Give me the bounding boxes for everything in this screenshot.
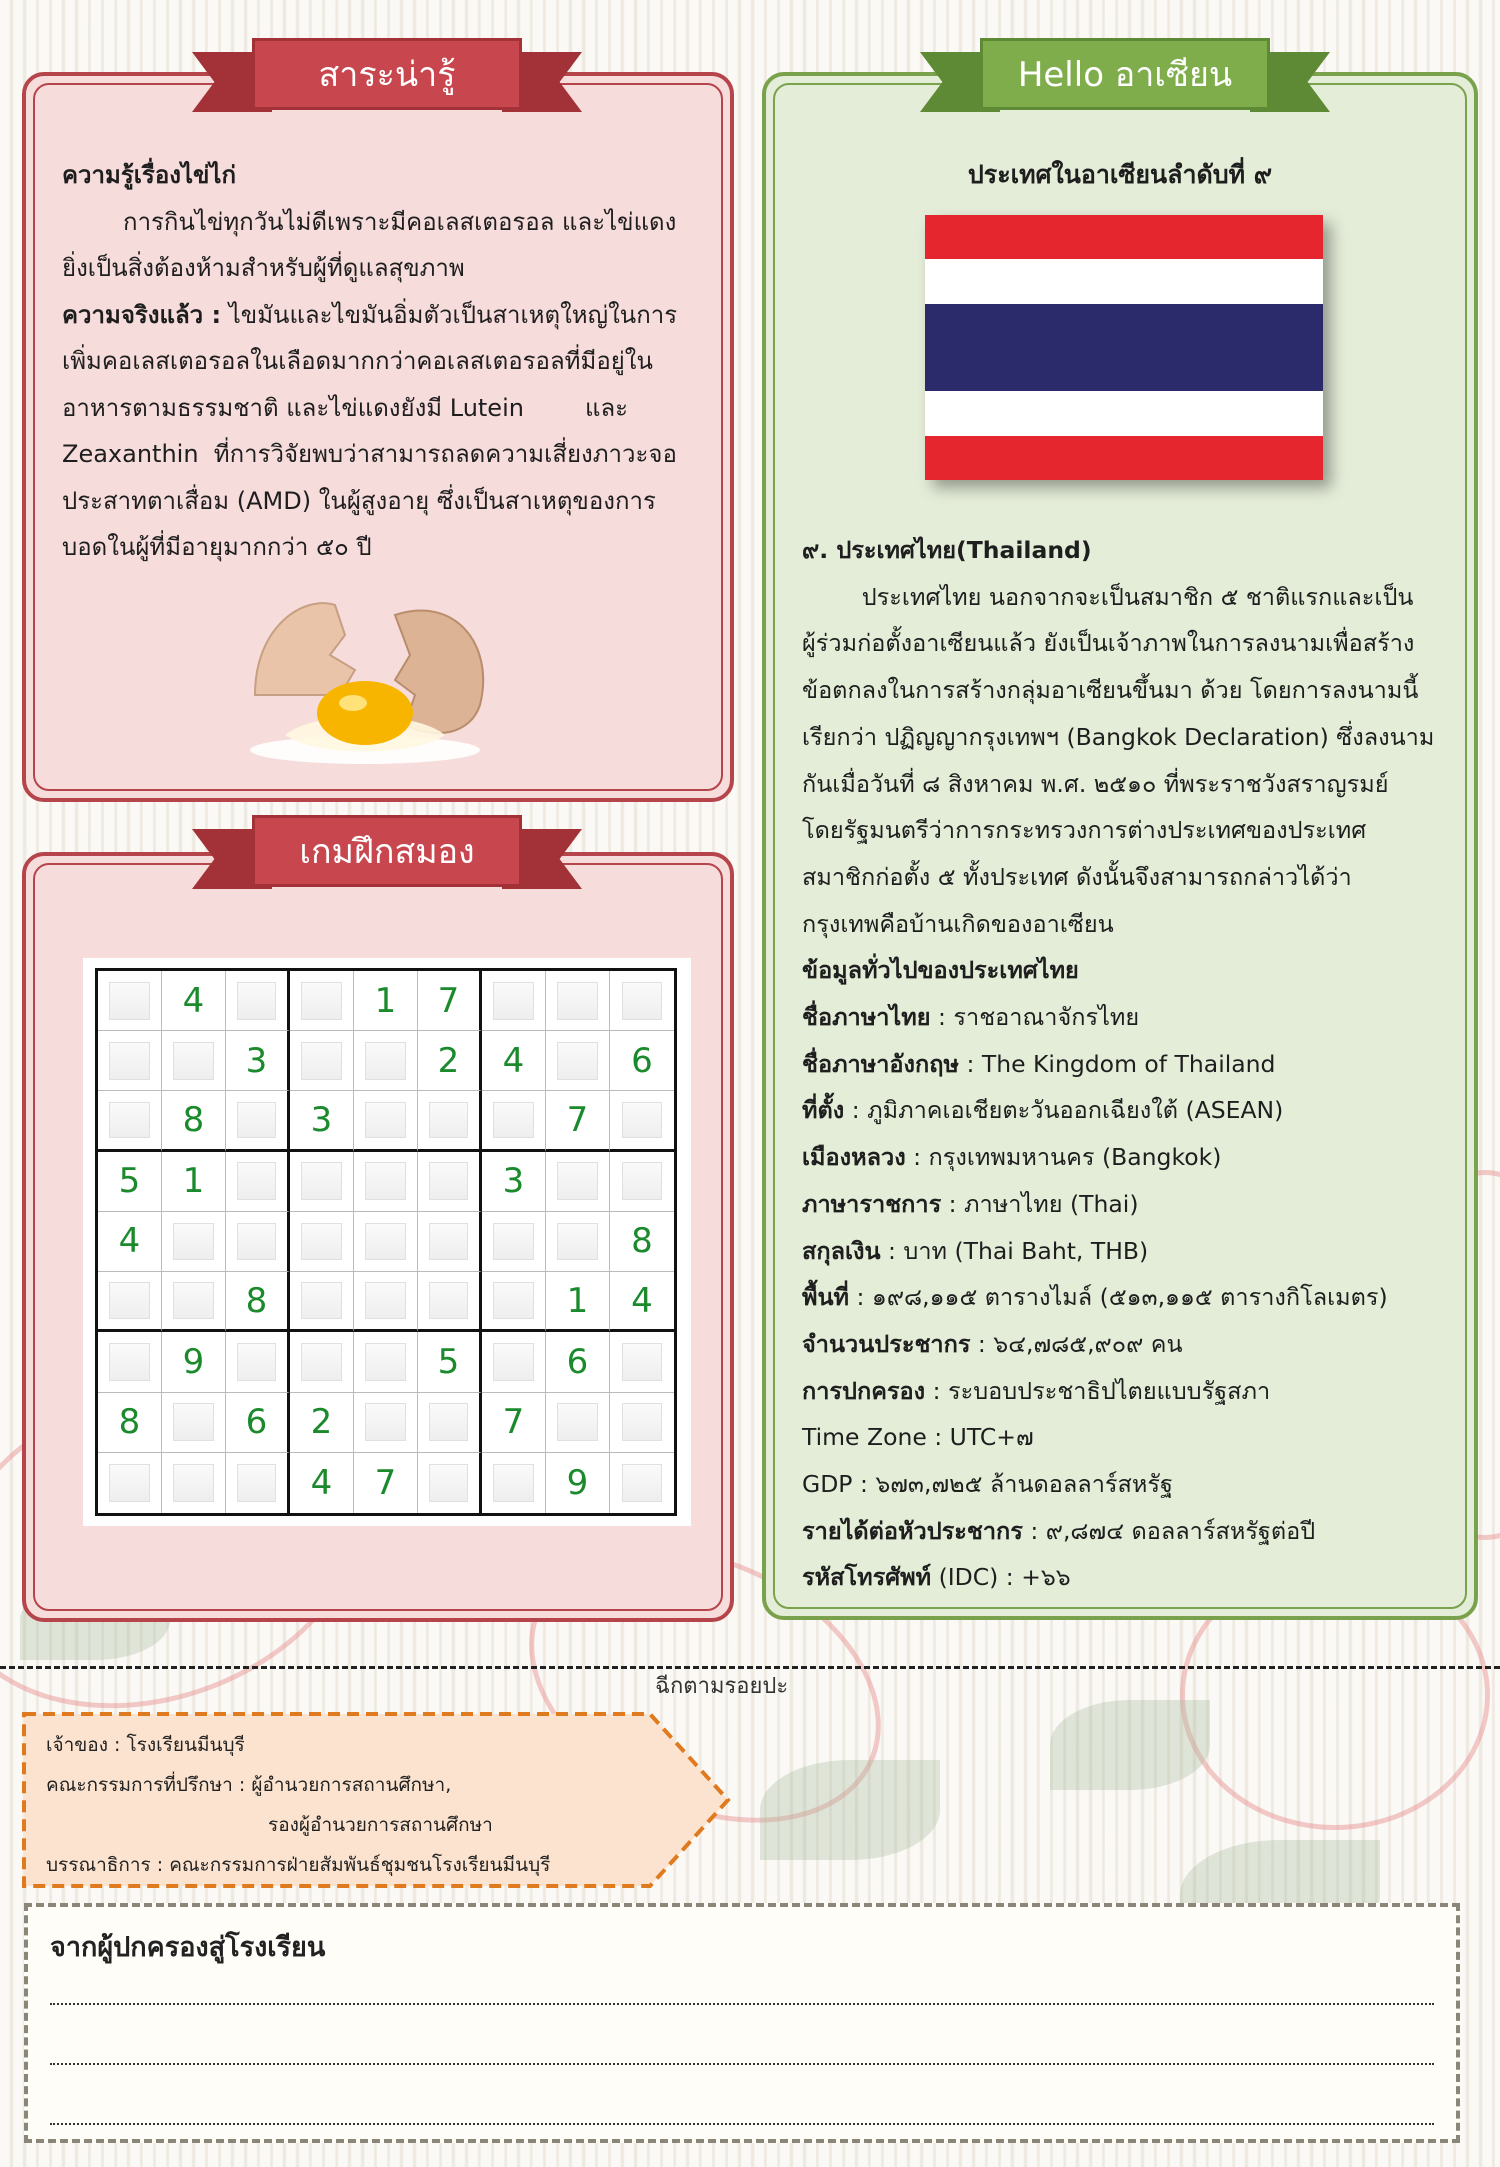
country-line: กรุงเทพคือบ้านเกิดของอาเซียน — [802, 909, 1114, 938]
sudoku-cell[interactable]: 6 — [610, 1031, 674, 1091]
country-fact — [802, 994, 1452, 1041]
country-line: เรียกว่า ปฏิญญากรุงเทพฯ (Bangkok Declaration) ซึ่งลงนาม — [802, 722, 1435, 751]
sudoku-cell[interactable]: 9 — [546, 1453, 610, 1513]
country-facts — [802, 994, 1452, 1601]
fact-value: Time Zone : UTC+๗ — [802, 1423, 1034, 1452]
fact-line: บอดในผู้ที่มีอายุมากกว่า ๕๐ ปี — [62, 533, 372, 561]
sudoku-cell[interactable] — [162, 1453, 226, 1513]
cut-label: ฉีกตามรอยปะ — [655, 1674, 789, 1699]
fact-value: : ๑๙๘,๑๑๕ ตารางไมล์ (๕๑๓,๑๑๕ ตารางกิโลเมตร) — [849, 1283, 1388, 1312]
sudoku-cell[interactable]: 8 — [162, 1091, 226, 1151]
brain-game-ribbon — [192, 815, 582, 897]
fact-line: เพิ่มคอเลสเตอรอลในเลือดมากกว่าคอเลสเตอรอลที่มีอยู่ใน — [62, 347, 653, 375]
sudoku-cell[interactable] — [546, 1031, 610, 1091]
fact-label: ชื่อภาษาอังกฤษ — [802, 1049, 959, 1078]
sudoku-cell[interactable]: 4 — [610, 1272, 674, 1332]
country-fact — [802, 1554, 1452, 1601]
country-line: ผู้ร่วมก่อตั้งอาเซียนแล้ว ยังเป็นเจ้าภาพในการลงนามเพื่อสร้าง — [802, 629, 1415, 658]
fact-label: สกุลเงิน — [802, 1236, 881, 1265]
country-fact — [802, 1508, 1452, 1555]
sudoku-cell[interactable]: 2 — [290, 1393, 354, 1453]
fact-value: : ๖๔,๗๘๕,๙๐๙ คน — [970, 1329, 1183, 1358]
knowledge-heading: ความรู้เรื่องไข่ไก่ — [62, 161, 237, 189]
fact-label: ภาษาราชการ — [802, 1189, 942, 1218]
sudoku-cell[interactable]: 1 — [546, 1272, 610, 1332]
sudoku-grid — [95, 968, 677, 1516]
credits-box — [46, 1725, 550, 1885]
sudoku-cell[interactable] — [610, 1152, 674, 1212]
sudoku-cell[interactable]: 8 — [98, 1393, 162, 1453]
sudoku-cell[interactable] — [482, 971, 546, 1031]
country-fact — [802, 1321, 1452, 1368]
cracked-egg-icon — [245, 585, 505, 770]
sudoku-cell[interactable]: 5 — [418, 1332, 482, 1392]
country-line: โดยรัฐมนตรีว่าการกระทรวงการต่างประเทศของประเทศ — [802, 816, 1367, 845]
sudoku-cell[interactable] — [418, 1152, 482, 1212]
form-title: จากผู้ปกครองสู่โรงเรียน — [50, 1932, 326, 1963]
owner-line: เจ้าของ : โรงเรียนมีนบุรี — [46, 1734, 245, 1756]
sudoku-cell[interactable] — [98, 971, 162, 1031]
fact-label: ที่ตั้ง — [802, 1096, 845, 1125]
knowledge-ribbon-title: สาระน่ารู้ — [252, 38, 522, 110]
sudoku-cell[interactable] — [162, 1272, 226, 1332]
sudoku-cell[interactable] — [546, 1212, 610, 1272]
sudoku-cell[interactable] — [162, 1031, 226, 1091]
country-fact — [802, 1461, 1452, 1508]
fact-label: จำนวนประชากร — [802, 1329, 971, 1358]
sudoku-cell[interactable]: 1 — [162, 1152, 226, 1212]
sudoku-cell[interactable] — [610, 1091, 674, 1151]
sudoku-cell[interactable]: 8 — [610, 1212, 674, 1272]
country-heading: ๙. ประเทศไทย(Thailand) — [802, 536, 1092, 564]
sudoku-cell[interactable]: 3 — [290, 1091, 354, 1151]
country-fact — [802, 1274, 1452, 1321]
sudoku-cell[interactable] — [226, 1152, 290, 1212]
sudoku-cell[interactable] — [354, 1212, 418, 1272]
editor-line: บรรณาธิการ : คณะกรรมการฝ่ายสัมพันธ์ชุมชนโรงเรียนมีนบุรี — [46, 1854, 551, 1876]
sudoku-cell[interactable]: 4 — [482, 1031, 546, 1091]
sudoku-cell[interactable]: 7 — [482, 1393, 546, 1453]
sudoku-cell[interactable] — [354, 1272, 418, 1332]
sudoku-cell[interactable]: 3 — [226, 1031, 290, 1091]
sudoku-cell[interactable] — [546, 1393, 610, 1453]
sudoku-cell[interactable] — [610, 1332, 674, 1392]
fact-label: พื้นที่ — [802, 1283, 850, 1312]
advisor-label: คณะกรรมการที่ปรึกษา : — [46, 1774, 252, 1796]
sudoku-cell[interactable]: 7 — [546, 1091, 610, 1151]
sudoku-cell[interactable] — [354, 1332, 418, 1392]
sudoku-cell[interactable]: 7 — [418, 971, 482, 1031]
sudoku-cell[interactable] — [546, 1152, 610, 1212]
info-heading: ข้อมูลทั่วไปของประเทศไทย — [802, 956, 1079, 985]
sudoku-cell[interactable] — [290, 1272, 354, 1332]
sudoku-cell[interactable]: 4 — [290, 1453, 354, 1513]
sudoku-board — [83, 958, 691, 1526]
fact-value: : ราชอาณาจักรไทย — [930, 1003, 1140, 1032]
brain-game-ribbon-title: เกมฝึกสมอง — [252, 815, 522, 887]
knowledge-line: ยิ่งเป็นสิ่งต้องห้ามสำหรับผู้ที่ดูแลสุขภาพ — [62, 254, 465, 282]
fact-value: : ระบอบประชาธิปไตยแบบรัฐสภา — [925, 1376, 1271, 1405]
fact-line: ไขมันและไขมันอิ่มตัวเป็นสาเหตุใหญ่ในการ — [221, 300, 678, 329]
knowledge-text — [62, 152, 702, 571]
country-line: กันเมื่อวันที่ ๘ สิงหาคม พ.ศ. ๒๕๑๐ ที่พระราชวังสราญรมย์ — [802, 769, 1389, 798]
country-fact — [802, 1414, 1452, 1461]
sudoku-cell[interactable] — [610, 1393, 674, 1453]
country-line: สมาชิกก่อตั้ง ๕ ทั้งประเทศ ดังนั้นจึงสามารถกล่าวได้ว่า — [802, 862, 1352, 891]
fact-value: : ภาษาไทย (Thai) — [941, 1189, 1139, 1218]
fact-value: (IDC) : +๖๖ — [931, 1563, 1071, 1592]
advisor-line: ผู้อำนวยการสถานศึกษา, — [251, 1774, 452, 1796]
sudoku-cell[interactable]: 5 — [98, 1152, 162, 1212]
sudoku-cell[interactable] — [226, 1212, 290, 1272]
sudoku-cell[interactable] — [354, 1031, 418, 1091]
sudoku-cell[interactable] — [290, 1152, 354, 1212]
sudoku-cell[interactable] — [482, 1091, 546, 1151]
sudoku-cell[interactable] — [418, 1453, 482, 1513]
fact-line: Zeaxanthin ที่การวิจัยพบว่าสามารถลดความเสี่ยงภาวะจอ — [62, 440, 677, 468]
country-fact — [802, 1041, 1452, 1088]
sudoku-cell[interactable]: 4 — [98, 1212, 162, 1272]
sudoku-cell[interactable] — [162, 1393, 226, 1453]
sudoku-cell[interactable]: 2 — [418, 1031, 482, 1091]
sudoku-cell[interactable]: 6 — [546, 1332, 610, 1392]
sudoku-cell[interactable] — [98, 1332, 162, 1392]
fact-value: : ภูมิภาคเอเชียตะวันออกเฉียงใต้ (ASEAN) — [844, 1096, 1284, 1125]
knowledge-line: การกินไข่ทุกวันไม่ดีเพราะมีคอเลสเตอรอล และไข่แดง — [62, 207, 677, 236]
country-fact — [802, 1228, 1452, 1275]
fact-label: เมืองหลวง — [802, 1143, 906, 1172]
fact-line: อาหารตามธรรมชาติ และไข่แดงยังมี Lutein และ — [62, 393, 629, 422]
fact-label: รหัสโทรศัพท์ — [802, 1563, 932, 1592]
sudoku-cell[interactable] — [418, 1272, 482, 1332]
sudoku-cell[interactable]: 3 — [482, 1152, 546, 1212]
sudoku-cell[interactable] — [482, 1272, 546, 1332]
country-fact — [802, 1087, 1452, 1134]
sudoku-cell[interactable] — [418, 1212, 482, 1272]
thailand-flag-icon — [925, 215, 1323, 480]
fact-value: : กรุงเทพมหานคร (Bangkok) — [905, 1143, 1222, 1172]
advisor-line: รองผู้อำนวยการสถานศึกษา — [268, 1814, 493, 1836]
country-fact — [802, 1181, 1452, 1228]
country-fact — [802, 1368, 1452, 1415]
form-line[interactable] — [50, 2123, 1434, 2125]
sudoku-cell[interactable] — [226, 971, 290, 1031]
fact-label: ความจริงแล้ว : — [62, 300, 222, 329]
sudoku-cell[interactable] — [98, 1272, 162, 1332]
knowledge-ribbon — [192, 38, 582, 120]
asean-ribbon-title: Hello อาเซียน — [980, 38, 1270, 110]
asean-ribbon — [920, 38, 1330, 120]
country-line: ข้อตกลงในการสร้างกลุ่มอาเซียนขึ้นมา ด้วย โดยการลงนามนี้ — [802, 676, 1419, 705]
sudoku-cell[interactable] — [354, 1393, 418, 1453]
form-line[interactable] — [50, 2003, 1434, 2005]
country-fact — [802, 1134, 1452, 1181]
sudoku-cell[interactable] — [98, 1031, 162, 1091]
sudoku-cell[interactable] — [226, 1453, 290, 1513]
sudoku-cell[interactable] — [418, 1091, 482, 1151]
sudoku-cell[interactable] — [226, 1332, 290, 1392]
sudoku-cell[interactable] — [290, 1031, 354, 1091]
fact-value: : บาท (Thai Baht, THB) — [880, 1236, 1149, 1265]
fact-label: การปกครอง — [802, 1376, 926, 1405]
rank-title: ประเทศในอาเซียนลำดับที่ ๙ — [967, 160, 1273, 189]
fact-value: : The Kingdom of Thailand — [958, 1049, 1276, 1078]
sudoku-cell[interactable] — [546, 971, 610, 1031]
country-line: ประเทศไทย นอกจากจะเป็นสมาชิก ๕ ชาติแรกและเป็น — [802, 582, 1414, 611]
sudoku-cell[interactable] — [610, 971, 674, 1031]
sudoku-cell[interactable] — [482, 1212, 546, 1272]
fact-line: ประสาทตาเสื่อม (AMD) ในผู้สูงอายุ ซึ่งเป็นสาเหตุของการ — [62, 486, 656, 515]
sudoku-cell[interactable] — [354, 1091, 418, 1151]
sudoku-cell[interactable] — [98, 1453, 162, 1513]
form-line[interactable] — [50, 2063, 1434, 2065]
parent-feedback-form — [24, 1903, 1460, 2143]
fact-value: GDP : ๖๗๓,๗๒๕ ล้านดอลลาร์สหรัฐ — [802, 1470, 1173, 1499]
sudoku-cell[interactable]: 7 — [354, 1453, 418, 1513]
sudoku-cell[interactable] — [482, 1332, 546, 1392]
sudoku-cell[interactable]: 8 — [226, 1272, 290, 1332]
sudoku-cell[interactable] — [226, 1091, 290, 1151]
sudoku-cell[interactable] — [290, 971, 354, 1031]
fact-label: ชื่อภาษาไทย — [802, 1003, 931, 1032]
sudoku-cell[interactable] — [354, 1152, 418, 1212]
sudoku-cell[interactable] — [482, 1453, 546, 1513]
fact-label: รายได้ต่อหัวประชากร — [802, 1516, 1023, 1545]
sudoku-cell[interactable] — [98, 1091, 162, 1151]
sudoku-cell[interactable] — [290, 1332, 354, 1392]
asean-text — [802, 527, 1452, 1601]
sudoku-cell[interactable] — [418, 1393, 482, 1453]
sudoku-cell[interactable] — [162, 1212, 226, 1272]
sudoku-cell[interactable] — [610, 1453, 674, 1513]
sudoku-cell[interactable]: 9 — [162, 1332, 226, 1392]
fact-value: : ๙,๘๗๔ ดอลลาร์สหรัฐต่อปี — [1022, 1516, 1316, 1545]
sudoku-cell[interactable]: 6 — [226, 1393, 290, 1453]
sudoku-cell[interactable]: 4 — [162, 971, 226, 1031]
sudoku-cell[interactable] — [290, 1212, 354, 1272]
sudoku-cell[interactable]: 1 — [354, 971, 418, 1031]
